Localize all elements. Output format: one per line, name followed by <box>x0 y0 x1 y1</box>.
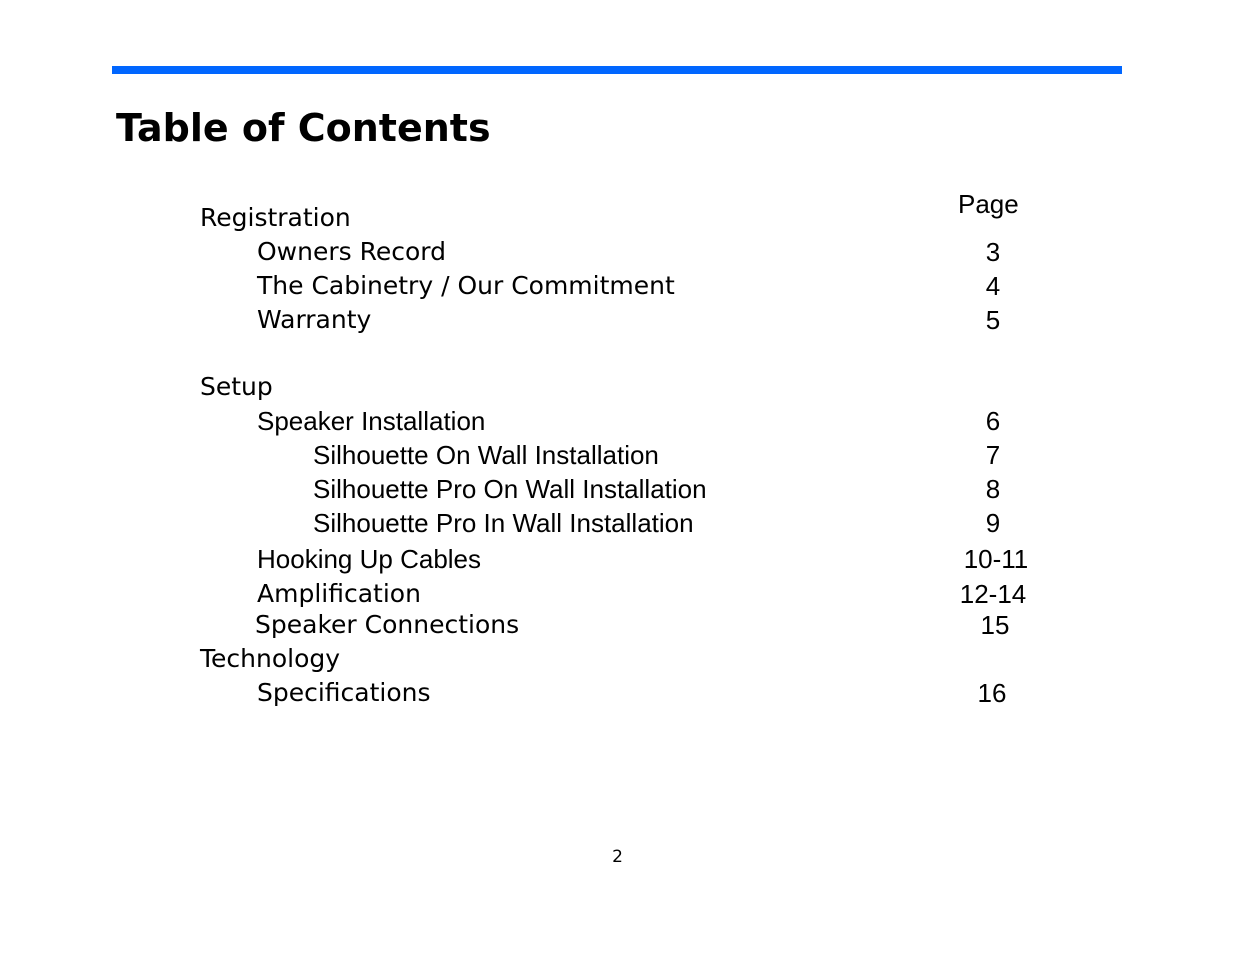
toc-entry-label: Amplification <box>257 579 421 608</box>
toc-entry-label: Silhouette Pro In Wall Installation <box>313 508 694 538</box>
toc-entry-page: 8 <box>985 474 1001 504</box>
toc-entry-label: Hooking Up Cables <box>257 544 482 574</box>
toc-entry-silhouette-pro-on-wall[interactable] <box>0 473 1235 505</box>
page-number: 2 <box>612 847 623 867</box>
toc-section-label: Registration <box>200 203 351 232</box>
toc-entry-page: 7 <box>985 440 1001 470</box>
toc-entry-page: 5 <box>985 305 1001 335</box>
toc-entry-speaker-installation[interactable] <box>0 405 1235 437</box>
toc-entry-label: Silhouette On Wall Installation <box>313 440 659 470</box>
toc-entry-cabinetry[interactable] <box>0 270 1235 302</box>
toc-entry-silhouette-on-wall[interactable] <box>0 439 1235 471</box>
toc-entry-page: 6 <box>985 406 1001 436</box>
toc-entry-silhouette-pro-in-wall[interactable] <box>0 507 1235 539</box>
toc-entry-label: Warranty <box>257 305 372 334</box>
toc-entry-page: 15 <box>980 610 1010 640</box>
toc-entry-page: 3 <box>985 237 1001 267</box>
page-column-header: Page <box>958 189 1019 219</box>
toc-entry-page: 4 <box>985 271 1001 301</box>
toc-section-label: Technology <box>200 644 341 673</box>
toc-entry-specifications[interactable] <box>0 677 1235 709</box>
toc-section-technology <box>0 643 1235 675</box>
toc-entry-warranty[interactable] <box>0 304 1235 336</box>
page-title: Table of Contents <box>116 106 491 150</box>
toc-section-label: Setup <box>200 372 273 401</box>
toc-entry-page: 16 <box>977 678 1007 708</box>
toc-entry-label: The Cabinetry / Our Commitment <box>257 271 675 300</box>
toc-entry-label: Specifications <box>257 678 431 707</box>
toc-entry-amplification[interactable] <box>0 578 1235 610</box>
toc-section-setup <box>0 371 1235 403</box>
toc-entry-label: Speaker Connections <box>255 610 520 639</box>
toc-entry-owners-record[interactable] <box>0 236 1235 268</box>
toc-entry-page: 10-11 <box>963 544 1029 574</box>
toc-entry-label: Owners Record <box>257 237 446 266</box>
toc-section-registration <box>0 202 1235 234</box>
toc-entry-label: Silhouette Pro On Wall Installation <box>313 474 707 504</box>
toc-entry-page: 12-14 <box>959 579 1027 609</box>
top-accent-rule <box>112 66 1122 74</box>
toc-entry-speaker-connections[interactable] <box>0 609 1235 641</box>
toc-entry-page: 9 <box>985 508 1001 538</box>
toc-entry-hooking-up-cables[interactable] <box>0 543 1235 575</box>
toc-entry-label: Speaker Installation <box>257 406 486 436</box>
